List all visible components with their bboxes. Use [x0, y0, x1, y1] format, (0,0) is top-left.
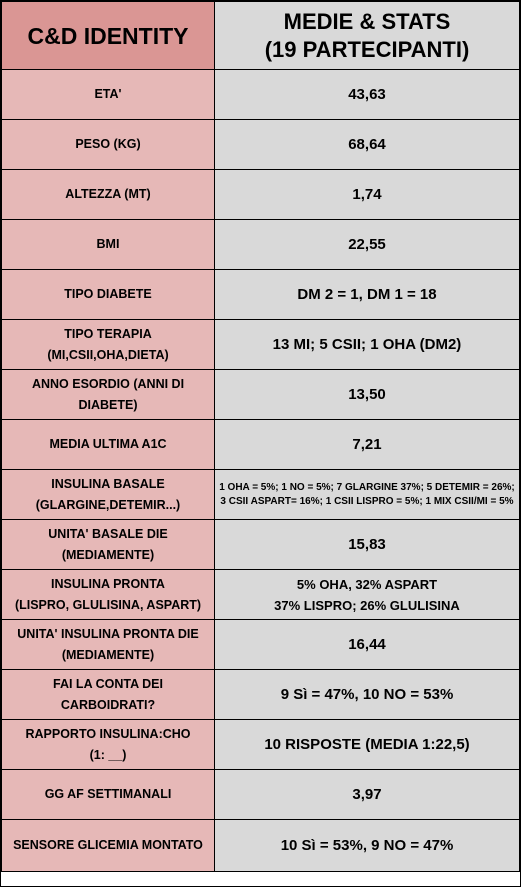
row-label-cell	[2, 320, 215, 370]
row-label-line2: (MI,CSII,OHA,DIETA)	[47, 347, 169, 362]
row-value-cell	[215, 420, 520, 470]
row-label-cell	[2, 170, 215, 220]
row-value: 13,50	[348, 385, 386, 403]
row-value: 9 Sì = 47%, 10 NO = 53%	[280, 685, 454, 703]
row-value: 22,55	[348, 235, 386, 253]
row-value-cell	[215, 770, 520, 820]
row-value-line2: 3 CSII ASPART= 16%; 1 CSII LISPRO = 5%; 1 MIX CSII/MI = 5%	[220, 495, 514, 507]
row-label-line2: CARBOIDRATI?	[60, 697, 156, 712]
row-label: BMI	[96, 237, 120, 251]
table-row	[2, 620, 520, 670]
table-row	[2, 670, 520, 720]
row-label: SENSORE GLICEMIA MONTATO	[13, 838, 203, 852]
table-row	[2, 570, 520, 620]
table-row	[2, 520, 520, 570]
row-label-cell	[2, 420, 215, 470]
row-label-cell	[2, 670, 215, 720]
table-row	[2, 420, 520, 470]
row-label-line2: (GLARGINE,DETEMIR...)	[35, 497, 181, 512]
row-value-cell	[215, 720, 520, 770]
row-value-cell	[215, 820, 520, 872]
row-label-cell	[2, 770, 215, 820]
row-label-line2: DIABETE)	[78, 397, 138, 412]
table-row	[2, 720, 520, 770]
row-value-cell	[215, 670, 520, 720]
row-label-cell	[2, 570, 215, 620]
row-value-cell	[215, 270, 520, 320]
row-label-cell	[2, 470, 215, 520]
header-identity-cell	[2, 2, 215, 70]
row-value: 3,97	[352, 785, 382, 803]
row-value-cell	[215, 620, 520, 670]
row-label: ALTEZZA (MT)	[65, 187, 151, 201]
row-label-cell	[2, 370, 215, 420]
table-row	[2, 820, 520, 872]
row-value-cell	[215, 320, 520, 370]
row-label-line2: (MEDIAMENTE)	[61, 647, 155, 662]
row-value-cell	[215, 220, 520, 270]
header-row	[2, 2, 520, 70]
row-label-cell	[2, 520, 215, 570]
row-label: UNITA' BASALE DIE	[48, 526, 168, 541]
row-value: 1,74	[352, 185, 382, 203]
row-value-cell	[215, 120, 520, 170]
row-label: ETA'	[94, 87, 122, 101]
row-value-cell	[215, 570, 520, 620]
row-label-cell	[2, 620, 215, 670]
table-row	[2, 370, 520, 420]
row-label-line2: (LISPRO, GLULISINA, ASPART)	[14, 597, 202, 612]
table-row	[2, 220, 520, 270]
row-value: 10 Sì = 53%, 9 NO = 47%	[280, 836, 454, 854]
row-value-cell	[215, 470, 520, 520]
header-identity-label: C&D IDENTITY	[27, 22, 189, 49]
header-stats-line2: (19 PARTECIPANTI)	[264, 36, 470, 62]
row-label: FAI LA CONTA DEI	[53, 676, 163, 691]
row-value: 16,44	[348, 635, 386, 653]
row-value-cell	[215, 70, 520, 120]
row-value: 13 MI; 5 CSII; 1 OHA (DM2)	[272, 335, 462, 353]
row-value: 15,83	[348, 535, 386, 553]
row-label: RAPPORTO INSULINA:CHO	[25, 726, 191, 741]
row-value: DM 2 = 1, DM 1 = 18	[297, 285, 437, 303]
table-row	[2, 320, 520, 370]
row-value: 43,63	[348, 85, 386, 103]
row-value: 1 OHA = 5%; 1 NO = 5%; 7 GLARGINE 37%; 5 DETEMIR = 26%;	[219, 481, 515, 493]
row-label-cell	[2, 220, 215, 270]
row-label: GG AF SETTIMANALI	[44, 787, 172, 801]
row-label: ANNO ESORDIO (ANNI DI	[31, 376, 185, 391]
row-label-cell	[2, 120, 215, 170]
row-label: MEDIA ULTIMA A1C	[49, 437, 167, 451]
row-value: 68,64	[348, 135, 386, 153]
header-stats-cell	[215, 2, 520, 70]
row-label-cell	[2, 70, 215, 120]
table-row	[2, 70, 520, 120]
table-row	[2, 170, 520, 220]
row-value: 5% OHA, 32% ASPART	[296, 576, 438, 592]
row-label: PESO (KG)	[75, 137, 141, 151]
row-value-cell	[215, 520, 520, 570]
row-label: TIPO DIABETE	[64, 287, 152, 301]
row-label-cell	[2, 270, 215, 320]
row-label-line2: (MEDIAMENTE)	[61, 547, 155, 562]
row-label-cell	[2, 820, 215, 872]
row-value-cell	[215, 370, 520, 420]
stats-table	[1, 1, 520, 872]
row-label: TIPO TERAPIA	[64, 326, 152, 341]
row-value-cell	[215, 170, 520, 220]
row-value: 7,21	[352, 435, 382, 453]
row-label: INSULINA BASALE	[51, 476, 165, 491]
table-row	[2, 470, 520, 520]
row-label-cell	[2, 720, 215, 770]
row-value-line2: 37% LISPRO; 26% GLULISINA	[274, 597, 460, 613]
table-row	[2, 270, 520, 320]
row-label: INSULINA PRONTA	[51, 576, 165, 591]
table-row	[2, 120, 520, 170]
row-value: 10 RISPOSTE (MEDIA 1:22,5)	[264, 735, 470, 753]
row-label: UNITA' INSULINA PRONTA DIE	[17, 626, 199, 641]
row-label-line2: (1: __)	[89, 747, 127, 762]
header-stats-line1: MEDIE & STATS	[283, 8, 451, 34]
table-row	[2, 770, 520, 820]
